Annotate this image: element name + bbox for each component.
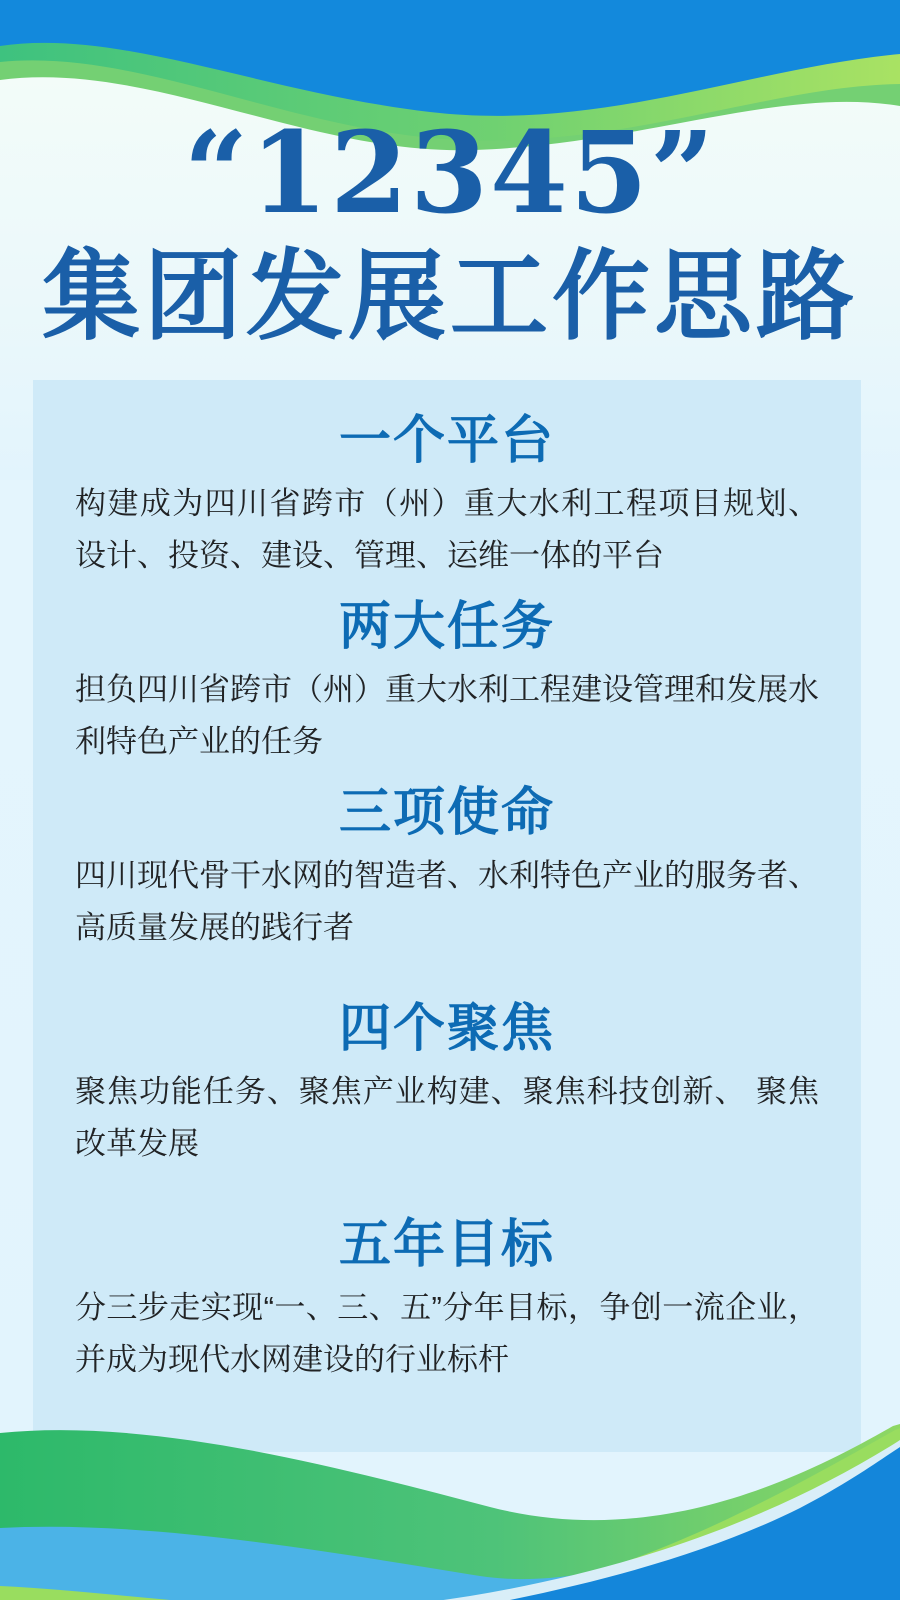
poster-title-main: 集团发展工作思路 <box>41 239 858 354</box>
section-two-tasks <box>75 598 819 768</box>
section-body: 构建成为四川省跨市（州）重大水利工程项目规划、 设计、投资、建设、管理、运维一体的平台 <box>75 486 819 573</box>
section-heading: 一个平台 <box>338 412 555 470</box>
section-heading: 五年目标 <box>338 1216 555 1274</box>
content-panel <box>33 380 861 1452</box>
section-one-platform <box>75 412 819 582</box>
section-heading: 四个聚焦 <box>338 1000 555 1058</box>
section-three-missions <box>75 784 819 954</box>
section-heading: 两大任务 <box>338 598 555 656</box>
section-four-focuses <box>75 1000 819 1170</box>
bottom-wave-decoration <box>0 1360 900 1600</box>
title-block <box>0 108 900 354</box>
content-panel-inner <box>33 380 861 1386</box>
poster-title-number: “12345” <box>183 108 717 239</box>
section-body: 四川现代骨干水网的智造者、水利特色产业的服务者、高质量发展的践行者 <box>75 858 819 945</box>
section-body: 担负四川省跨市（州）重大水利工程建设管理和发展水利特色产业的任务 <box>75 672 819 759</box>
section-body: 分三步走实现“一、三、五”分年目标，争创一流企业，并成为现代水网建设的行业标杆 <box>75 1290 819 1377</box>
section-body: 聚焦功能任务、聚焦产业构建、聚焦科技创新、 聚焦改革发展 <box>75 1074 819 1161</box>
section-heading: 三项使命 <box>338 784 555 842</box>
